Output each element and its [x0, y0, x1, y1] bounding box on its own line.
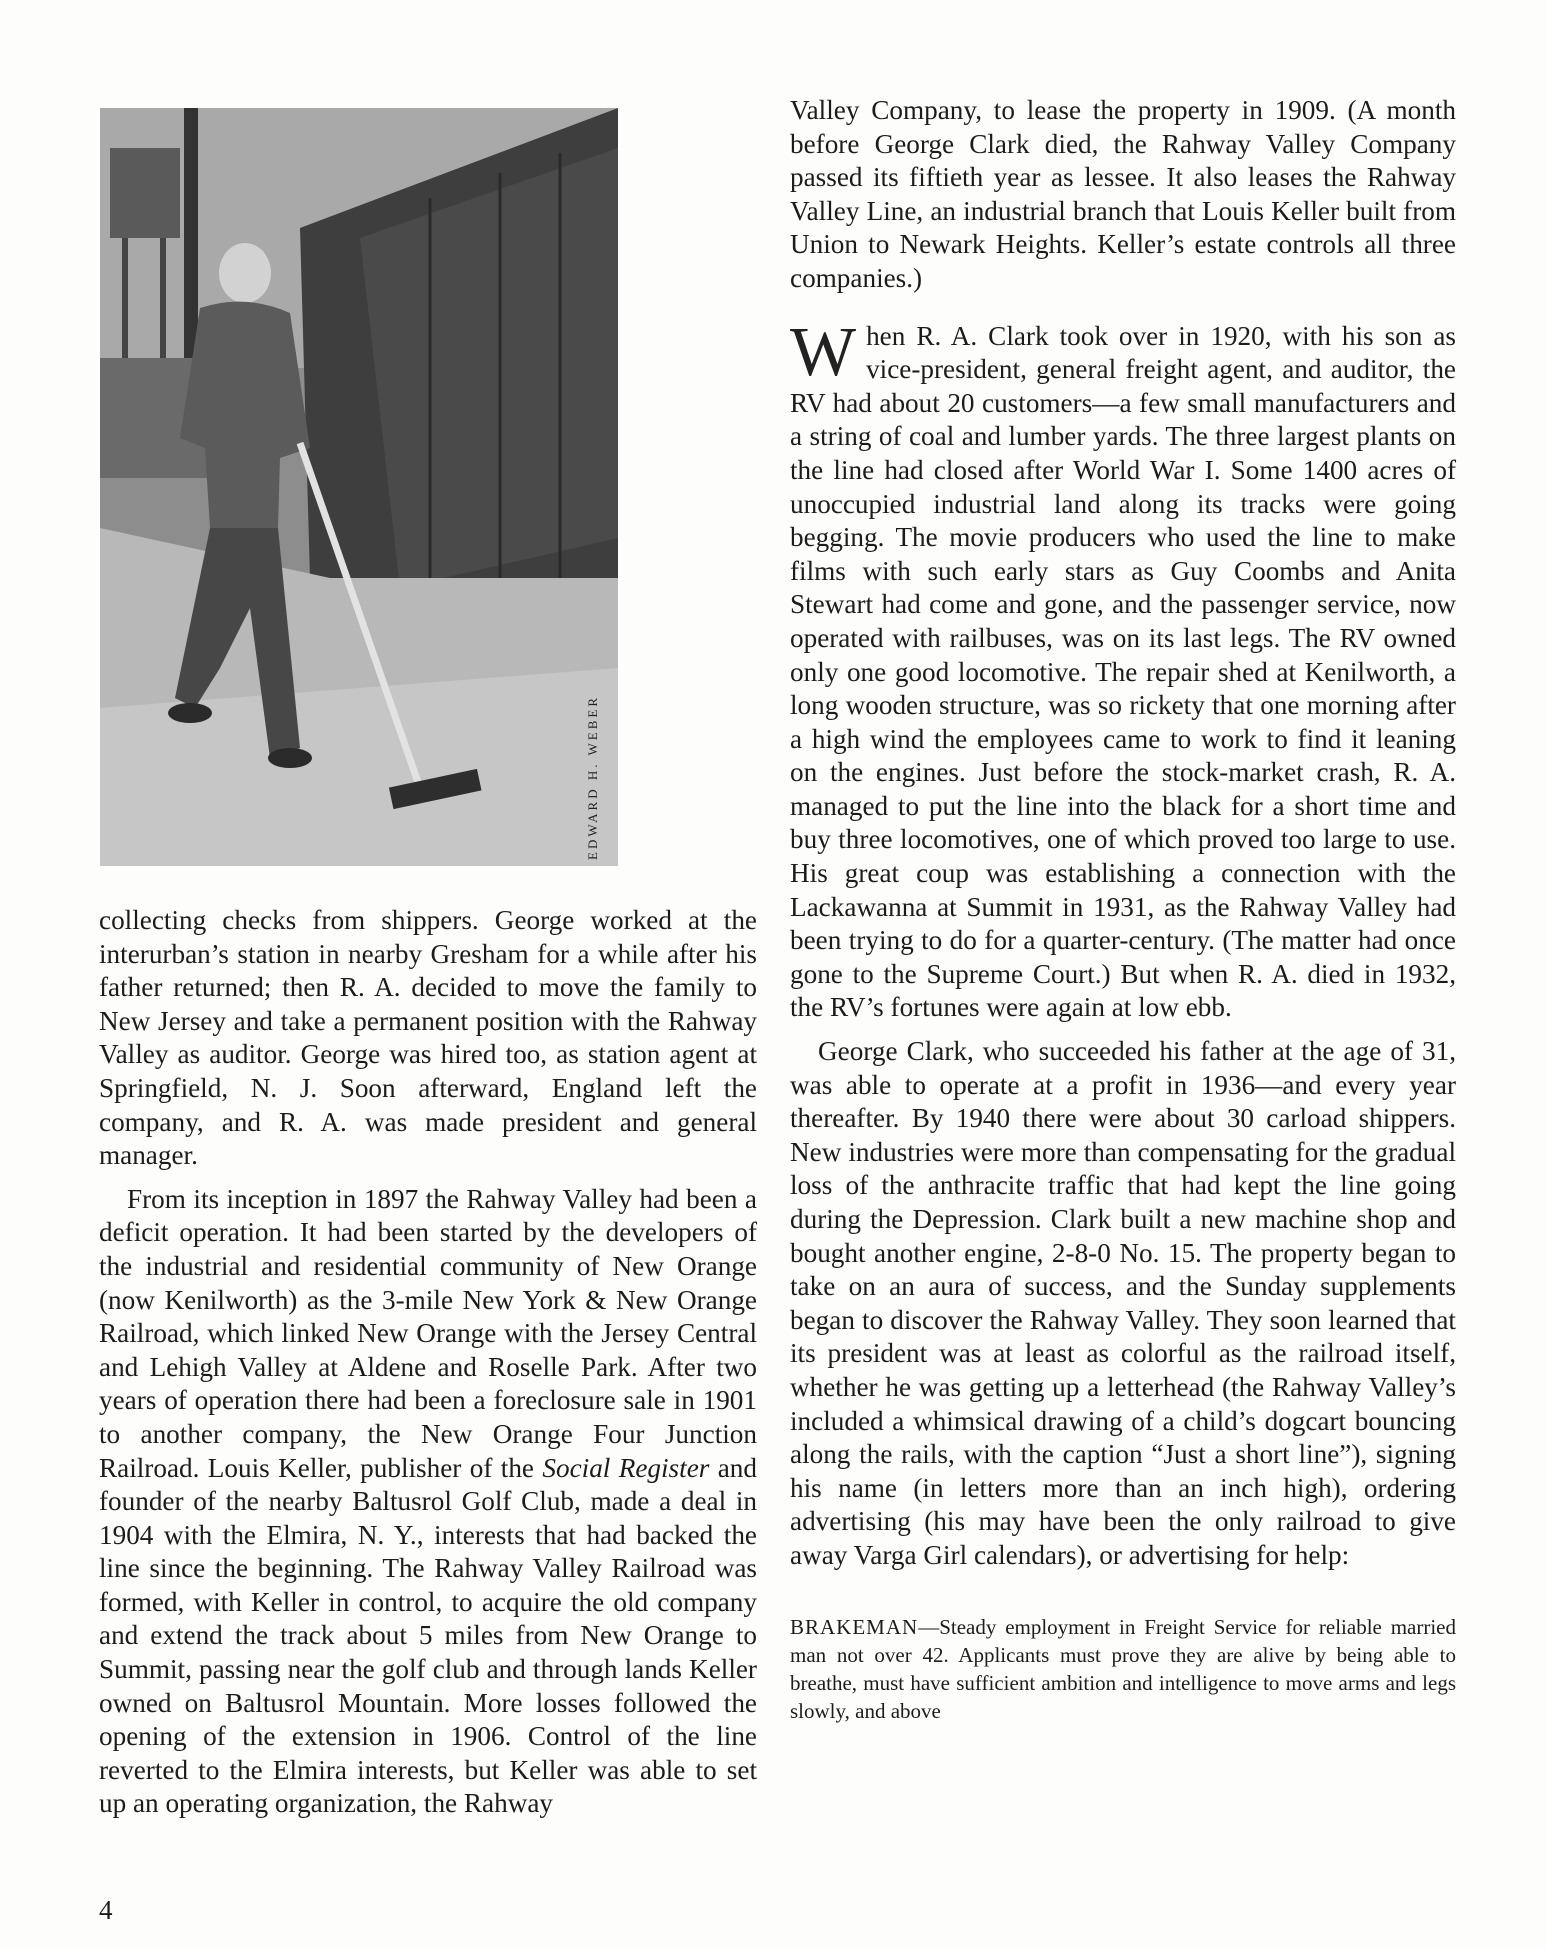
photo-image — [100, 108, 618, 866]
paragraph-george-clark-succeeded: George Clark, who succeeded his father at the age of 31, was able to operate at a profit in 1936—and every year thereafter. By 1940 there were about 30 carload shippers. New industries were more than compensating for the gradual loss of the anthracite traffic that had kept the line going during the Depression. Clark built a new machine shop and bought another engine, 2-8-0 No. 15. The property began to take on an aura of success, and the Sunday supplements began to discover the Rahway Valley. They soon learned that its president was at least as colorful as the railroad itself, whether he was getting up a letterhead (the Rahway Valley’s included a whimsical drawing of a child’s dogcart bouncing along the rails, with the caption “Just a short line”), signing his name (in letters more than an inch high), ordering advertising (his may have been the only railroad to give away Varga Girl calendars), or advertising for help: — [790, 1036, 1456, 1570]
right-column — [790, 94, 1456, 1725]
paragraph-inception — [99, 1183, 757, 1821]
left-column — [99, 904, 757, 1821]
paragraph-when-clark-took-over-text: hen R. A. Clark took over in 1920, with his son as vice-president, general freight agent, and auditor, the RV had about 20 customers—a few small manufacturers and a string of coal and lumber yards. The three largest plants on the line had closed after World War I. Some 1400 acres of unoccupied industrial land along its tracks were going begging. The movie producers who used the line to make films with such early stars as Guy Coombs and Anita Stewart had come and gone, and the passenger service, now operated with railbuses, was on its last legs. The RV owned only one good locomotive. The repair shed at Kenilworth, a long wooden structure, was so rickety that one morning after a high wind the employees came to work to find it leaning on the engines. Just before the stock-market crash, R. A. managed to put the line into the black for a short time and buy three locomotives, one of which proved too large to use. His great coup was establishing a connection with the Lackawanna at Summit in 1931, as the Rahway Valley had been trying to do for a quarter-century. (The matter had once gone to the Supreme Court.) But when R. A. died in 1932, the RV’s fortunes were again at low ebb. — [790, 320, 1456, 1023]
brakeman-advertisement — [790, 1613, 1456, 1725]
ad-text: —Steady employment in Freight Service for reliable married man not over 42. Applicants must prove they are alive by being able to breathe, must have sufficient ambition and intelligence to move arms and legs slowly, and above — [790, 1614, 1456, 1723]
drop-cap: W — [790, 313, 857, 391]
paragraph-inception-text-b: and founder of the nearby Baltusrol Golf Club, made a deal in 1904 with the Elmira, N. Y., interests that had backed the line since the beginning. The Rahway Valley Railroad was formed, with Keller in control, to acquire the old company and extend the track about 5 miles from New Orange to Summit, passing near the golf club and through lands Keller owned on Baltusrol Mountain. More losses followed the opening of the extension in 1906. Control of the line reverted to the Elmira interests, but Keller was able to set up an operating organization, the Rahway — [99, 1452, 757, 1819]
ad-heading: BRAKEMAN — [790, 1614, 919, 1639]
photo-credit: EDWARD H. WEBER — [585, 694, 600, 860]
paragraph-valley-company: Valley Company, to lease the property in 1909. (A month before George Clark died, the Rahway Valley Company passed its fiftieth year as lessee. It also leases the Rahway Valley Line, an industrial branch that Louis Keller built from Union to Newark Heights. Keller’s estate controls all three companies.) — [790, 95, 1456, 293]
social-register-italic: Social Register — [542, 1452, 710, 1483]
paragraph-when-clark-took-over — [790, 313, 1456, 1025]
paragraph-inception-text-a: From its inception in 1897 the Rahway Valley had been a deficit operation. It had been started by the developers of the industrial and residential community of New Orange (now Kenilworth) as the 3-mile New York & New Orange Railroad, which linked New Orange with the Jersey Central and Lehigh Valley at Aldene and Roselle Park. After two years of operation there had been a foreclosure sale in 1901 to another company, the New Orange Four Junction Railroad. Louis Keller, publisher of the — [99, 1183, 757, 1483]
paragraph-collecting-checks: collecting checks from shippers. George worked at the interurban’s station in nearby Gresham for a while after his father returned; then R. A. decided to move the family to New Jersey and take a permanent position with the Rahway Valley as auditor. George was hired too, as station agent at Springfield, N. J. Soon afterward, England left the company, and R. A. was made president and general manager. — [99, 905, 757, 1171]
photo-man-sweeping-platform — [100, 108, 618, 866]
page-number: 4 — [99, 1895, 113, 1925]
